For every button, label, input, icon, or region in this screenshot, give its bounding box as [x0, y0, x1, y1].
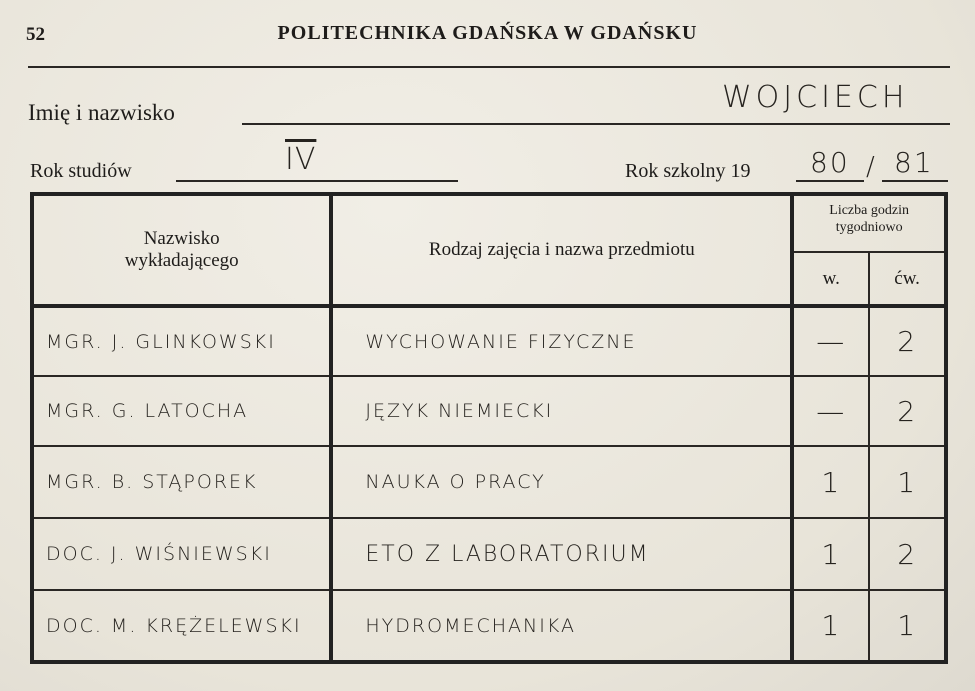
lecturer-cell: DOC. M. KRĘŻELEWSKI	[32, 590, 331, 662]
header-exercises: ćw.	[869, 252, 946, 306]
table-row	[32, 376, 946, 446]
header-lecturer: Nazwisko wykładającego	[32, 194, 331, 306]
header-hours: Liczba godzin tygodniowo	[792, 194, 946, 252]
exercises-hours-cell: 1	[869, 446, 946, 518]
header-lectures: w.	[792, 252, 869, 306]
name-underline	[242, 123, 950, 125]
subject-cell: NAUKA O PRACY	[331, 446, 792, 518]
school-year-end-underline	[882, 180, 948, 182]
table-row	[32, 590, 946, 662]
year-of-study-underline	[176, 180, 458, 182]
lecturer-cell: MGR. J. GLINKOWSKI	[32, 306, 331, 376]
school-year-start: 80	[810, 146, 850, 179]
exercises-hours-cell: 1	[869, 590, 946, 662]
courses-table	[30, 192, 948, 664]
year-of-study-value: $\overline{IV}$	[285, 142, 317, 177]
exercises-hours-cell: 2	[869, 376, 946, 446]
lectures-hours-cell: 1	[792, 518, 869, 590]
year-of-study-label: Rok studiów	[30, 160, 132, 182]
header-subject: Rodzaj zajęcia i nazwa przedmiotu	[331, 194, 792, 306]
name-value: WOJCIECH	[722, 80, 909, 115]
lectures-hours-cell: 1	[792, 590, 869, 662]
header-rule	[28, 66, 950, 68]
school-year-label: Rok szkolny 19	[625, 160, 751, 182]
exercises-hours-cell: 2	[869, 306, 946, 376]
table-row	[32, 446, 946, 518]
lecturer-cell: MGR. G. LATOCHA	[32, 376, 331, 446]
name-label: Imię i nazwisko	[28, 100, 175, 125]
school-year-separator: /	[866, 152, 877, 182]
page-number: 52	[26, 24, 45, 45]
table-row	[32, 518, 946, 590]
lecturer-cell: DOC. J. WIŚNIEWSKI	[32, 518, 331, 590]
school-year-start-underline	[796, 180, 864, 182]
school-year-end: 81	[894, 146, 934, 179]
table-header-row	[32, 194, 946, 252]
lecturer-cell: MGR. B. STĄPOREK	[32, 446, 331, 518]
lectures-hours-cell: —	[792, 306, 869, 376]
subject-cell: JĘZYK NIEMIECKI	[331, 376, 792, 446]
subject-cell: HYDROMECHANIKA	[331, 590, 792, 662]
subject-cell: WYCHOWANIE FIZYCZNE	[331, 306, 792, 376]
lectures-hours-cell: 1	[792, 446, 869, 518]
subject-cell: ETO Z LABORATORIUM	[331, 518, 792, 590]
page-title: POLITECHNIKA GDAŃSKA W GDAŃSKU	[277, 22, 698, 44]
table-row	[32, 306, 946, 376]
exercises-hours-cell: 2	[869, 518, 946, 590]
lectures-hours-cell: —	[792, 376, 869, 446]
